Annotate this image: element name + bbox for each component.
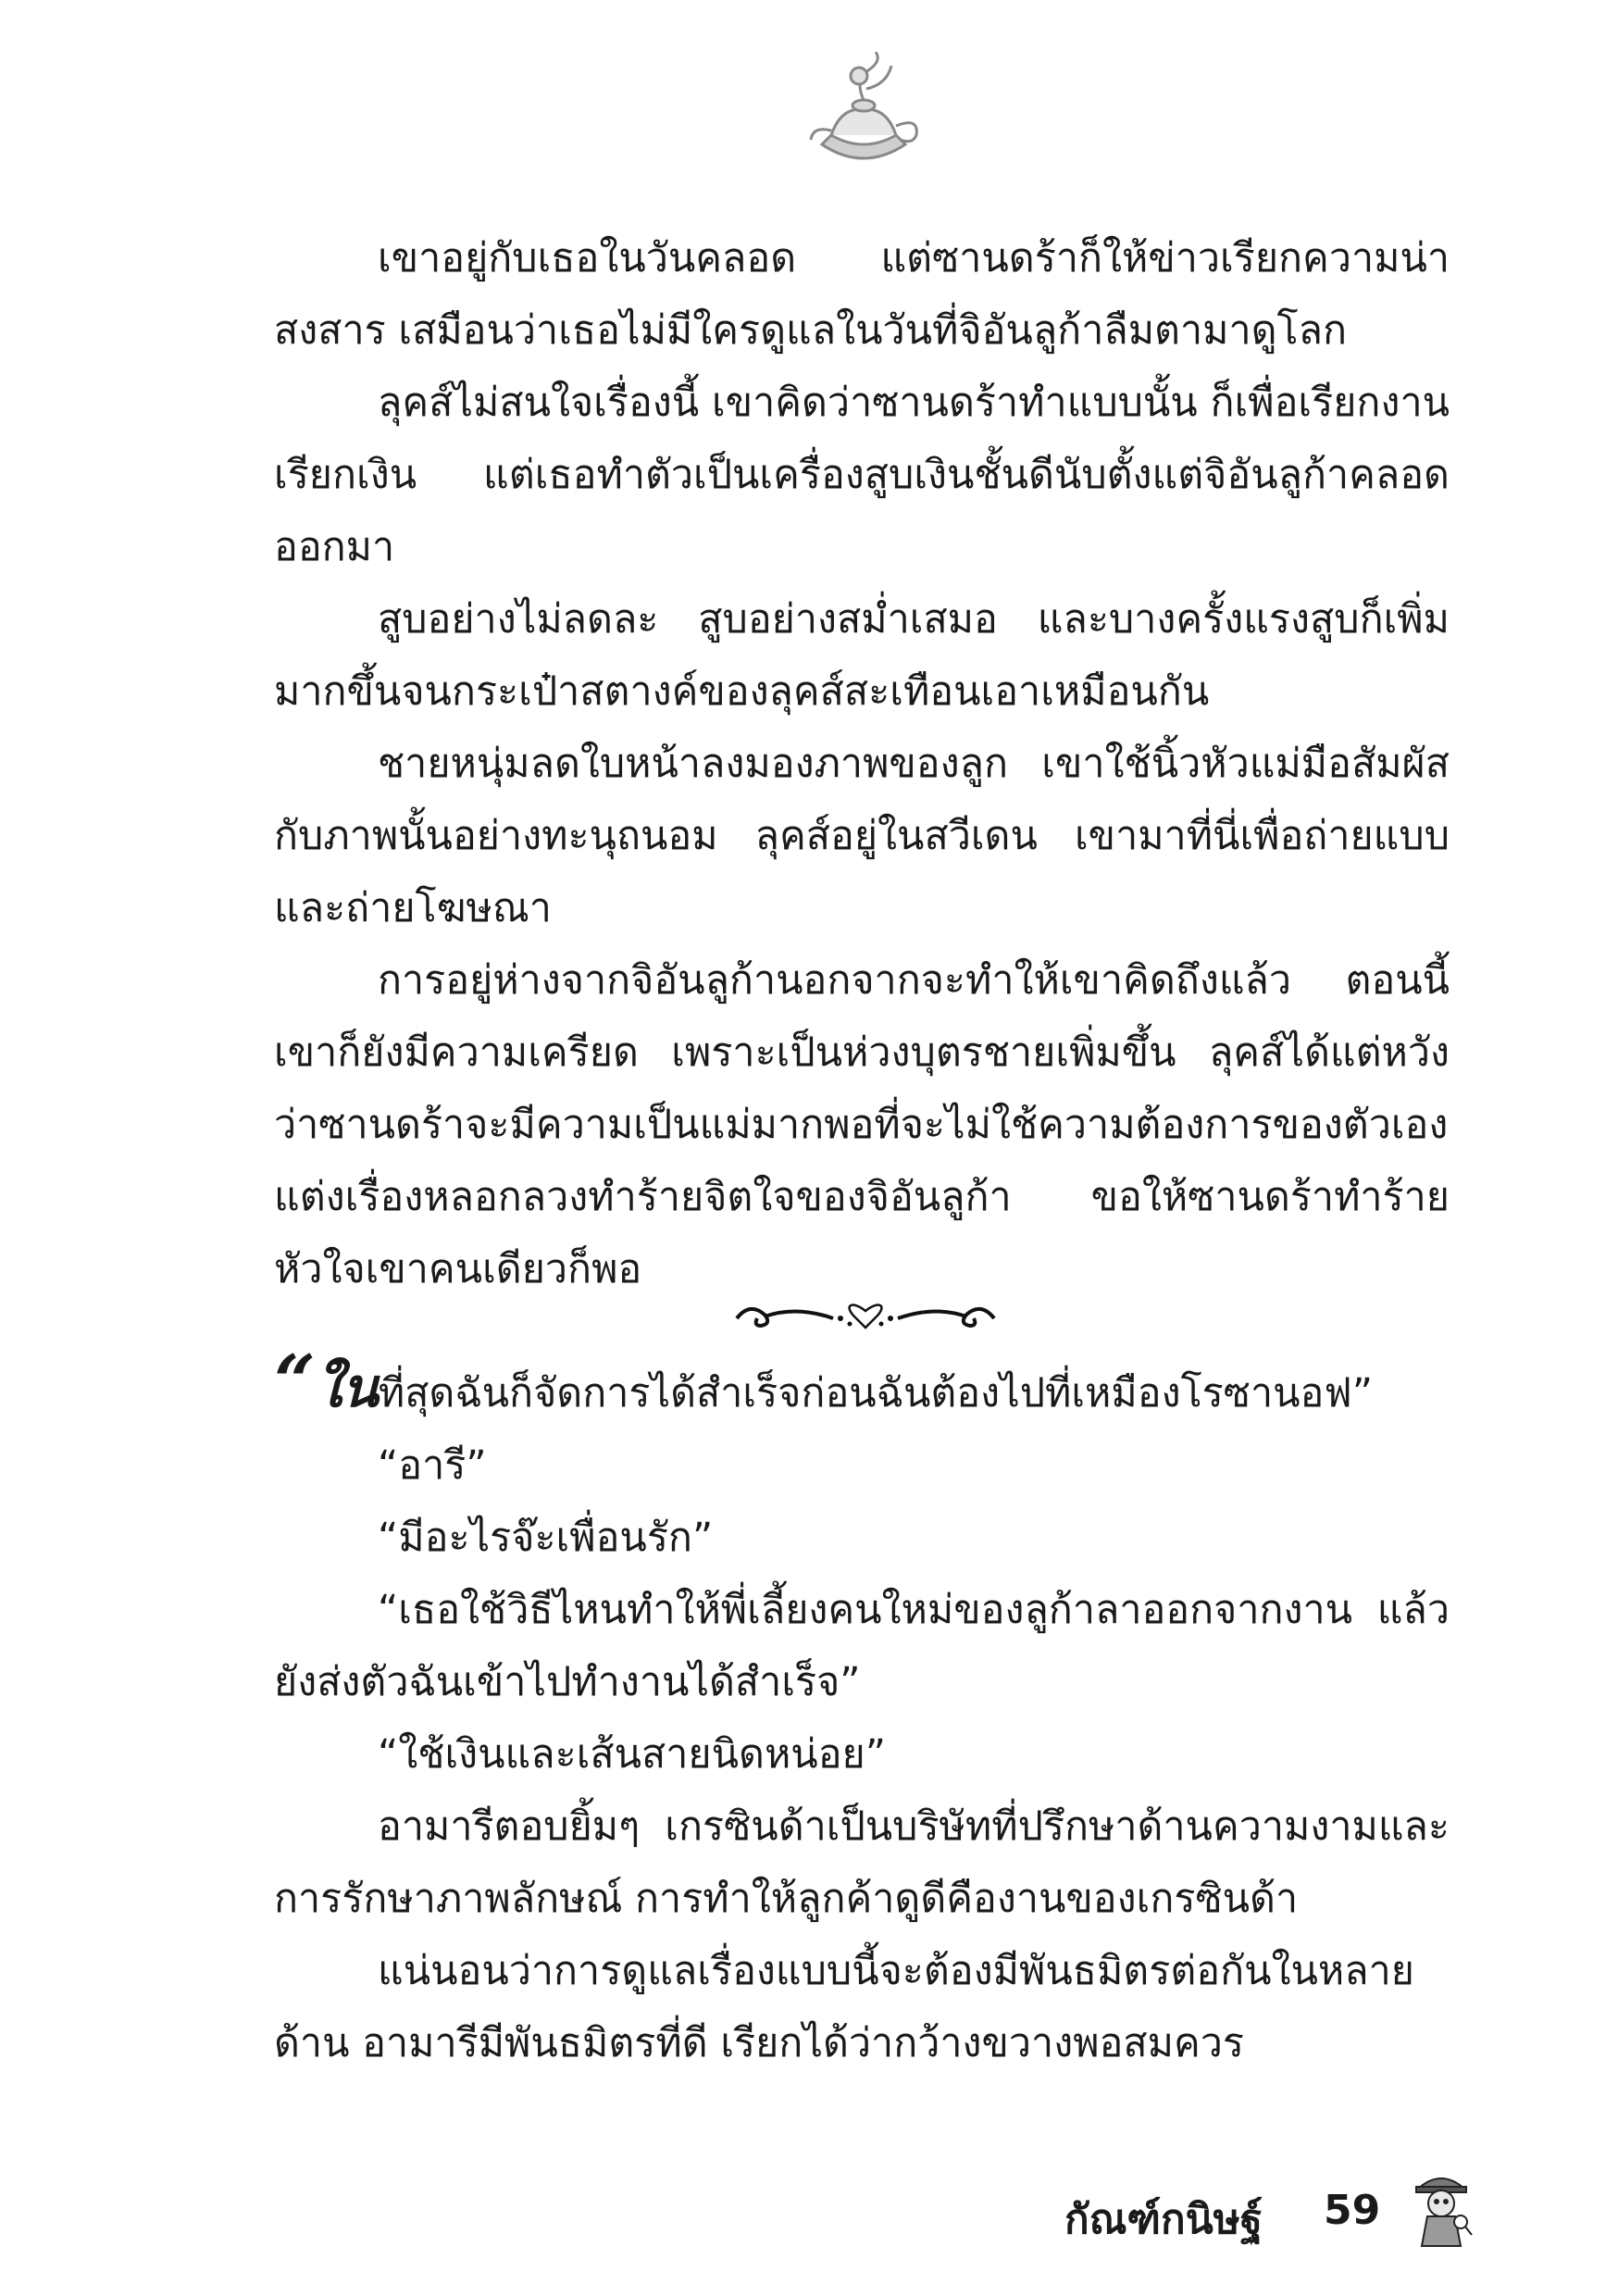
paragraph: “อารี” [378,1442,487,1489]
drop-cap-word: ใน [315,1356,379,1419]
body-text-section-1 [274,222,1450,1305]
paragraph: ชายหนุ่มลดใบหน้าลงมองภาพของลูก เขาใช้นิ้วหัวแม่มือสัมผัสกับภาพนั้นอย่างทะนุถนอม ลุคส์อยู่ในสวีเดน เขามาที่นี่เพื่อถ่ายแบบและถ่ายโฆษณา [274,741,1450,931]
paragraph: อามารีตอบยิ้มๆ เกรซินด้าเป็นบริษัทที่ปรึกษาด้านความงามและการรักษาภาพลักษณ์ การทำให้ลูกค้าดูดีคืองานของเกรซินด้า [274,1803,1450,1922]
body-text-section-2 [274,1340,1450,2079]
drop-cap-quote: “ [274,1340,316,1424]
paragraph: แน่นอนว่าการดูแลเรื่องแบบนี้จะต้องมีพันธมิตรต่อกันในหลายด้าน อามารีมีพันธมิตรที่ดี เรียกได้ว่ากว้างขวางพอสมควร [274,1948,1414,2066]
opening-text: ที่สุดฉันก็จัดการได้สำเร็จก่อนฉันต้องไปที่เหมืองโรซานอฟ” [378,1370,1374,1416]
paragraph: “เธอใช้วิธีไหนทำให้พี่เลี้ยงคนใหม่ของลูก้าลาออกจากงาน แล้วยังส่งตัวฉันเข้าไปทำงานได้สำเร็จ” [274,1587,1450,1705]
page-footer [1046,2168,1509,2252]
flourish-divider-icon [731,1296,1000,1341]
paragraph: “ใช้เงินและเส้นสายนิดหน่อย” [378,1731,886,1778]
paragraph: ลุคส์ไม่สนใจเรื่องนี้ เขาคิดว่าซานดร้าทำแบบนั้น ก็เพื่อเรียกงานเรียกเงิน แต่เธอทำตัวเป็นเครื่องสูบเงินชั้นดีนับตั้งแต่จิอันลูก้าคลอดออกมา [274,380,1450,570]
detective-mascot-icon [1409,2168,1474,2252]
paragraph: “มีอะไรจ๊ะเพื่อนรัก” [378,1515,714,1561]
paragraph: เขาอยู่กับเธอในวันคลอด แต่ซานดร้าก็ให้ข่าวเรียกความน่าสงสาร เสมือนว่าเธอไม่มีใครดูแลในวันที่จิอันลูก้าลืมตามาดูโลก [274,235,1450,354]
paragraph: การอยู่ห่างจากจิอันลูก้านอกจากจะทำให้เขาคิดถึงแล้ว ตอนนี้เขาก็ยังมีความเครียด เพราะเป็นห่วงบุตรชายเพิ่มขึ้น ลุคส์ได้แต่หวังว่าซานดร้าจะมีความเป็นแม่มากพอที่จะไม่ใช้ความต้องการของตัวเองแต่งเรื่องหลอกลวงทำร้ายจิตใจของจิอันลูก้า ขอให้ซานดร้าทำร้ายหัวใจเขาคนเดียวก็พอ [274,957,1450,1292]
book-title: กัณฑ์กนิษฐ์ [1064,2196,1263,2243]
paragraph: สูบอย่างไม่ลดละ สูบอย่างสม่ำเสมอ และบางครั้งแรงสูบก็เพิ่มมากขึ้นจนกระเป๋าสตางค์ของลุคส์สะเทือนเอาเหมือนกัน [274,596,1450,715]
genie-lamp-icon [803,52,924,172]
page-number: 59 [1324,2187,1381,2234]
opening-paragraph [274,1340,1450,1429]
